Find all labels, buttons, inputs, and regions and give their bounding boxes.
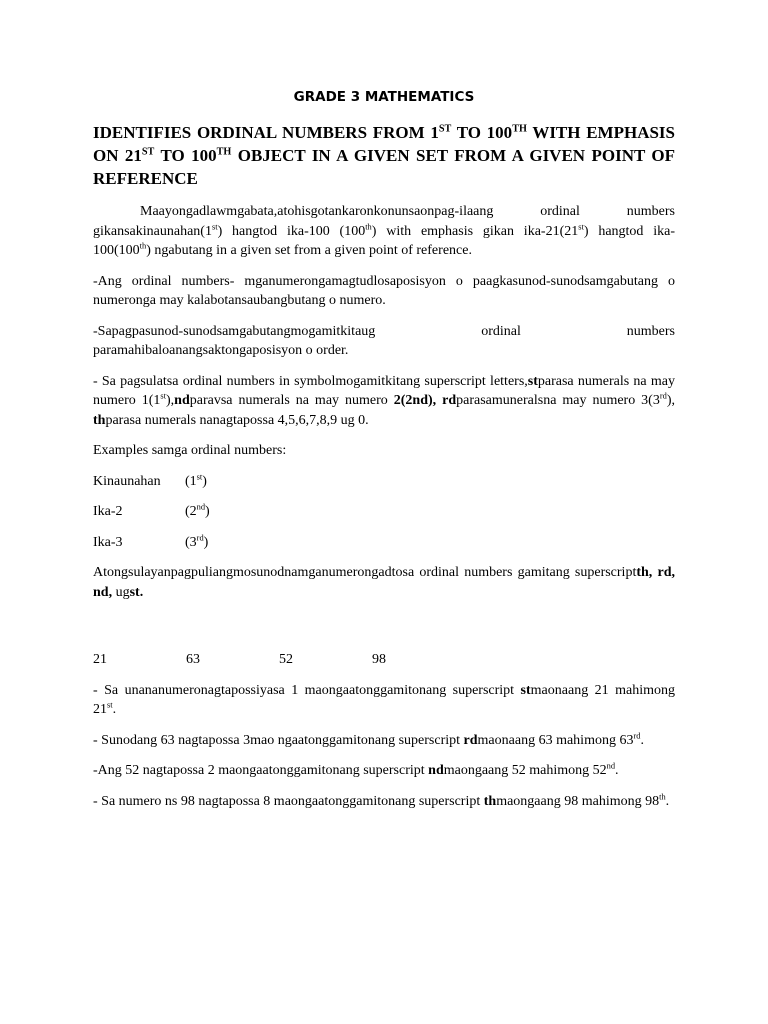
spacer (93, 613, 675, 650)
exercise-number: 52 (279, 652, 293, 667)
example-label: Ika-2 (93, 504, 123, 519)
answer-paragraph: - Sa numero ns 98 nagtapossa 8 maongaatonggamitonang superscript thmaongaang 98 mahimong 98th. (93, 792, 670, 809)
examples-list (93, 472, 675, 553)
usage-paragraph: -Sapagpasunod-sunodsamgabutangmogamitkitaug ordinal numbers paramahibaloanangsaktongaposisyon o order. (93, 323, 675, 358)
example-value: (1st) (185, 472, 207, 489)
exercise-numbers (93, 650, 675, 670)
superscript-rules-paragraph: - Sa pagsulatsa ordinal numbers in symbolmogamitkitang superscript letters,stparasa numerals na may numero 1(1st),ndparavsa numerals na may numero 2(2nd), rdparasamuneralsna may numero 3(3rd), thparasa numerals nanagtapossa 4,5,6,7,8,9 ug 0. (93, 373, 675, 428)
example-row (93, 472, 675, 492)
exercise-number: 63 (186, 652, 200, 667)
definition-paragraph: -Ang ordinal numbers- mganumerongamagtudlosaposisyon o paagkasunod-sunodsamgabutang o numeronga may kalabotansaubangbutang o numero. (93, 273, 675, 308)
example-label: Kinaunahan (93, 473, 161, 489)
example-value: (3rd) (185, 533, 209, 550)
example-row (93, 502, 675, 522)
examples-intro: Examples samga ordinal numbers: (93, 443, 287, 458)
exercise-number: 98 (372, 652, 386, 667)
answer-paragraph: - Sunodang 63 nagtapossa 3mao ngaatonggamitonang superscript rdmaonaang 63 mahimong 63rd. (93, 731, 644, 748)
answer-paragraph: -Ang 52 nagtapossa 2 maongaatonggamitonang superscript ndmaongaang 52 mahimong 52nd. (93, 761, 619, 778)
intro-paragraph: Maayongadlawmgabata,atohisgotankaronkonunsaonpag-ilaang ordinal numbers gikansakinaunahan(1st) hangtod ika-100 (100th) with emphasis gikan ika-21(21st) hangtod ika-100(100th) ngabutang in a given set from a given point of reference. (93, 204, 676, 258)
document-title: GRADE 3 MATHEMATICS (293, 89, 475, 105)
example-value: (2nd) (185, 502, 210, 519)
example-row (93, 533, 675, 553)
example-label: Ika-3 (93, 534, 123, 550)
exercise-number: 21 (93, 652, 107, 667)
lesson-heading: IDENTIFIES ORDINAL NUMBERS FROM 1ST TO 100TH WITH EMPHASIS ON 21ST TO 100TH OBJECT IN A GIVEN SET FROM A GIVEN POINT OF REFERENCE (93, 123, 675, 188)
instruction-paragraph: Atongsulayanpagpuliangmosunodnamganumerongadtosa ordinal numbers gamitang superscriptth, rd, nd, ugst. (93, 565, 675, 600)
document-page (93, 88, 675, 822)
answer-paragraph: - Sa unananumeronagtapossiyasa 1 maongaatonggamitonang superscript stmaonaang 21 mahimong 21st. (93, 682, 676, 717)
